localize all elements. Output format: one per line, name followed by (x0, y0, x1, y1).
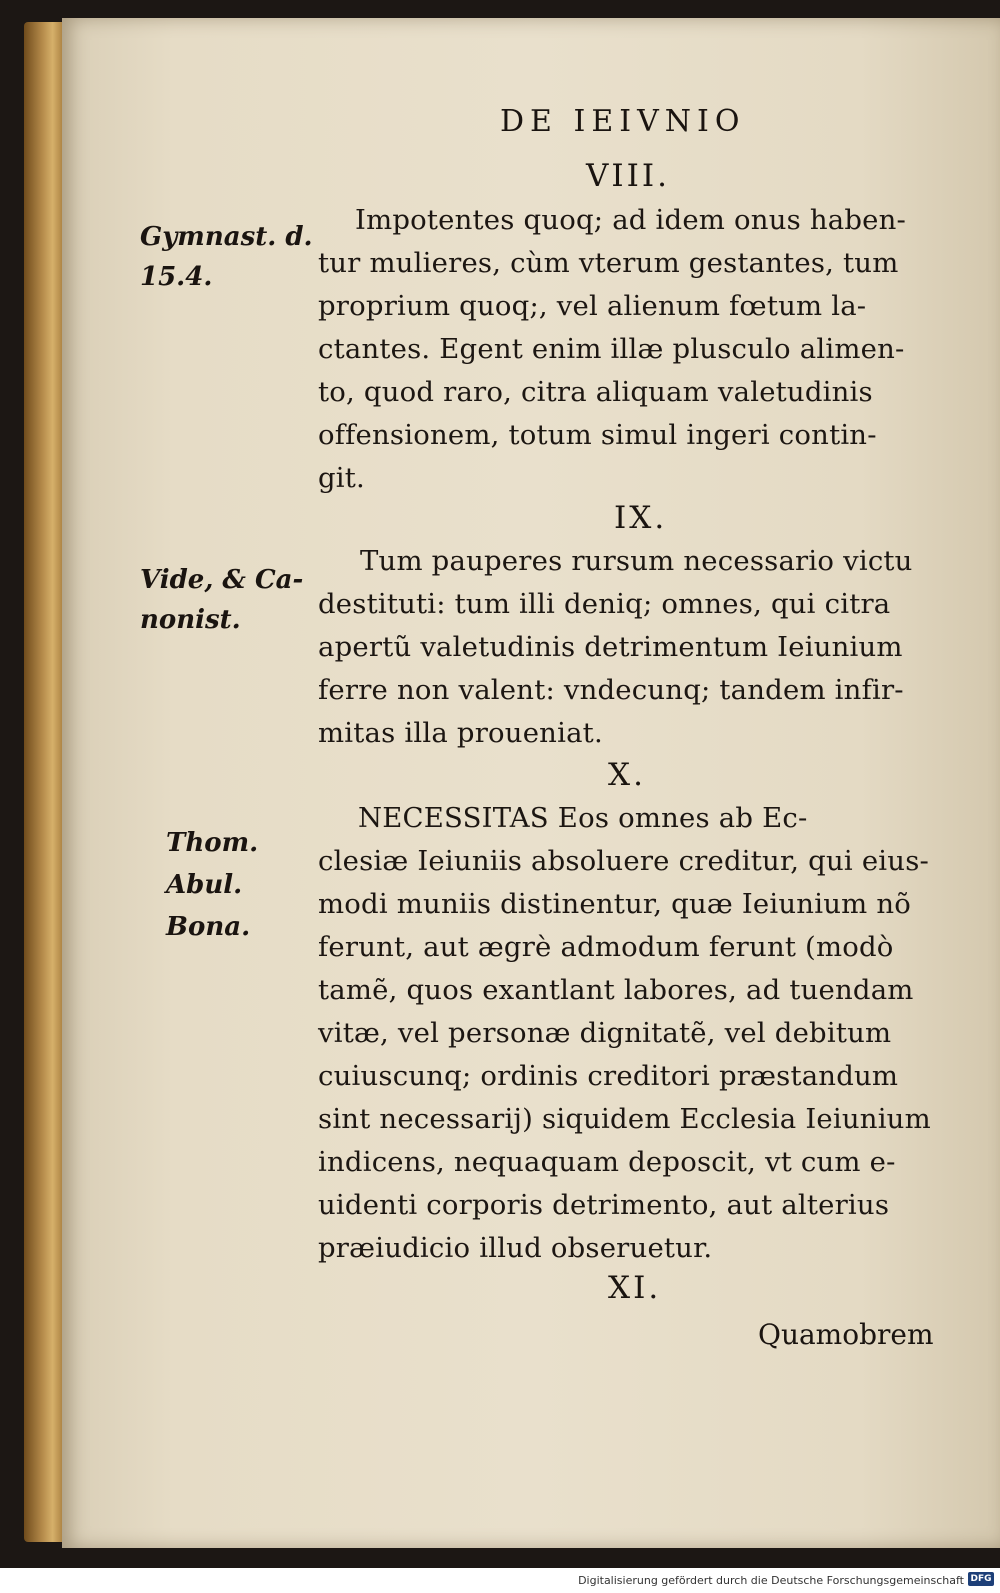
text-line: indicens, nequaquam deposcit, vt cum e- (318, 1146, 896, 1178)
text-line: præiudicio illud obseruetur. (318, 1232, 713, 1264)
margin-note: Vide, & Ca- (140, 565, 304, 595)
text-line: ferre non valent: vndecunq; tandem infir- (318, 674, 904, 706)
margin-note: 15.4. (140, 262, 213, 292)
footer-credit: Digitalisierung gefördert durch die Deutsche Forschungsgemeinschaft (578, 1574, 964, 1587)
text-line: Tum pauperes rursum necessario victu (360, 545, 913, 577)
text-line: proprium quoq;, vel alienum fœtum la- (318, 290, 867, 322)
text-line: tur mulieres, cùm vterum gestantes, tum (318, 247, 899, 279)
text-line: vitæ, vel personæ dignitatẽ, vel debitum (318, 1017, 892, 1049)
margin-note: Gymnast. d. (140, 222, 313, 252)
text-line: ferunt, aut ægrè admodum ferunt (modò (318, 931, 894, 963)
text-line: Impotentes quoq; ad idem onus haben- (355, 204, 907, 236)
text-line: apertũ valetudinis detrimentum Ieiunium (318, 631, 903, 663)
text-line: mitas illa proueniat. (318, 717, 603, 749)
text-line: sint necessarij) siquidem Ecclesia Ieiunium (318, 1103, 931, 1135)
text-line: clesiæ Ieiuniis absoluere creditur, qui eius- (318, 845, 930, 877)
section-numeral: XI. (608, 1270, 662, 1306)
text-line: NECESSITAS Eos omnes ab Ec- (358, 802, 808, 834)
text-line: git. (318, 462, 365, 494)
section-numeral: VIII. (586, 158, 670, 194)
text-line: tamẽ, quos exantlant labores, ad tuendam (318, 974, 914, 1006)
margin-note: Thom. (166, 828, 259, 858)
margin-note: Bona. (166, 912, 251, 942)
text-line: to, quod raro, citra aliquam valetudinis (318, 376, 873, 408)
running-head: DE IEIVNIO (500, 104, 746, 139)
text-line: ctantes. Egent enim illæ plusculo alimen- (318, 333, 905, 365)
dfg-logo-icon: DFG (968, 1572, 994, 1586)
section-numeral: X. (608, 757, 646, 793)
section-numeral: IX. (614, 500, 668, 536)
margin-note: Abul. (166, 870, 243, 900)
text-line: offensionem, totum simul ingeri contin- (318, 419, 877, 451)
text-line: destituti: tum illi deniq; omnes, qui citra (318, 588, 891, 620)
text-line: uidenti corporis detrimento, aut alterius (318, 1189, 890, 1221)
text-line: cuiuscunq; ordinis creditori præstandum (318, 1060, 899, 1092)
catchword: Quamobrem (758, 1318, 934, 1351)
text-line: modi muniis distinentur, quæ Ieiunium nõ (318, 888, 911, 920)
margin-note: nonist. (140, 605, 241, 635)
